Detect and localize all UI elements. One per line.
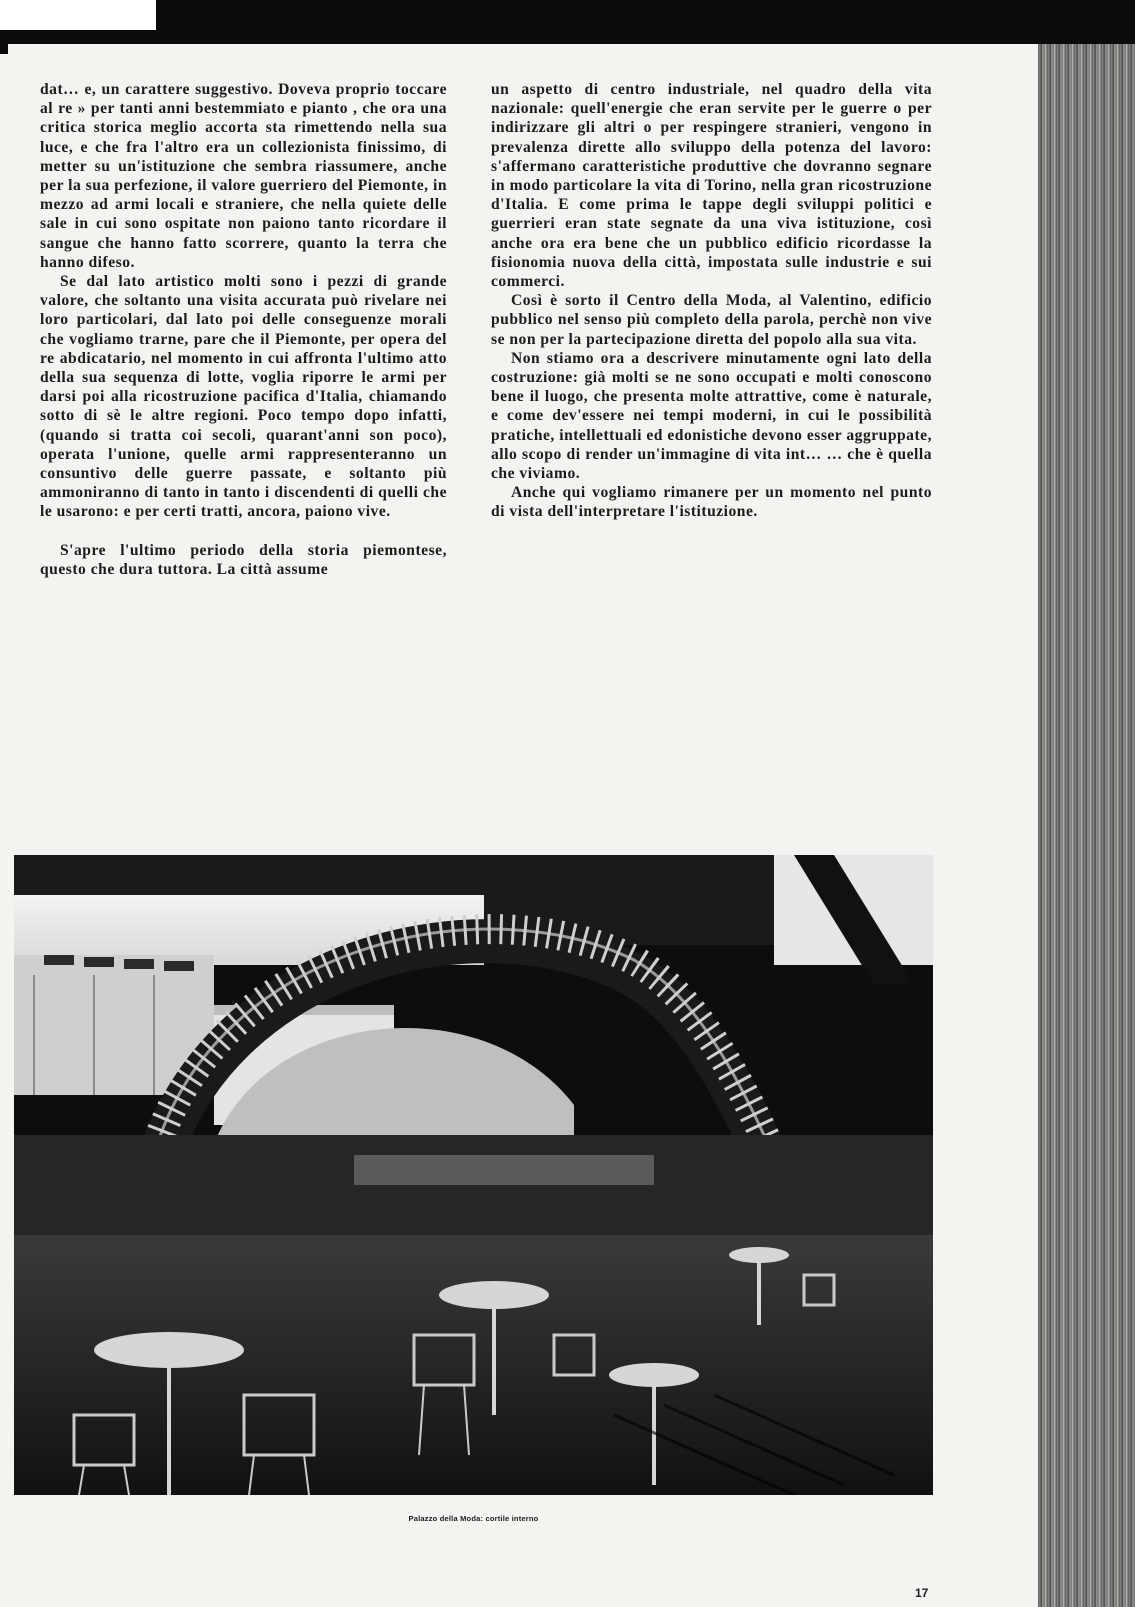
paragraph: Se dal lato artistico molti sono i pezzi di grande valore, che soltanto una visita accurata può rivelare nei loro particolari, dal lato poi delle conseguenze morali che vogliamo trarne, pare che il Piemonte, per opera del re abdicatario, nel momento in cui affronta l'ultimo atto della sua sequenza di lotte, voglia riporre le armi per darsi poi alla ricostruzione pacifica d'Italia, chiamando sotto di sè le altre regioni. Poco tempo dopo infatti, (quando si tratta coi secoli, quarant'anni son poco), operata l'unione, quelle armi rappresenteranno un consuntivo delle guerre passate, e soltanto più ammoniranno di tanto in tanto i discendenti di quelli che le usarono: e per certi tratti, ancora, paiono vive. [40,273,447,521]
paragraph: S'apre l'ultimo periodo della storia piemontese, questo che dura tuttora. La città assume [40,541,447,578]
book-page-edges [1038,44,1135,1607]
paragraph: Non stiamo ora a descrivere minutamente ogni lato della costruzione: già molti se ne sono occupati e molti conoscono bene il luogo, che presenta molte attrattive, come è naturale, e come dev'essere nei tempi moderni, in cui le possibilità pratiche, intellettuali ed edonistiche devono esser aggruppate, allo scopo di render un'immagine di vita int… … che è quella che viviamo. [491,349,932,483]
courtyard-photo [14,855,933,1495]
paragraph: Così è sorto il Centro della Moda, al Valentino, edificio pubblico nel senso più completo della parola, perchè non vive se non per la partecipazione diretta del popolo alla sua vita. [491,292,932,348]
paragraph: Anche qui vogliamo rimanere per un momento nel punto di vista dell'interpretare l'istituzione. [491,484,932,521]
paragraph: un aspetto di centro industriale, nel quadro della vita nazionale: quell'energie che eran servite per le guerre o per indirizzare gli altri o per respingere stranieri, vengono in prevalenza dirette allo sviluppo della potenza del lavoro: s'affermano caratteristiche produttive che dovranno segnare in modo particolare la vita di Torino, nella gran ricostruzione d'Italia. E come prima le tappe degli sviluppi politici e guerrieri eran state segnate da una viva istituzione, così anche ora era bene che un pubblico edificio ricordasse la fisionomia nuova della città, impostata sulle industrie e sui commerci. [491,81,932,291]
top-white-notch [0,0,156,30]
paragraph: dat… e, un carattere suggestivo. Doveva proprio toccare al re » per tanti anni bestemmiato e pianto , che ora una critica storica meglio accorta sta rimettendo nella sua luce, e che fra l'altro era un collezionista finissimo, di metter su un'istituzione che sembra riassumere, anche per la sua perfezione, il valore guerriero del Piemonte, in mezzo ad armi locali e straniere, che nella quiete delle sale in cui sono ospitate non paiono tanto ricordare il sangue che hanno fatto scorrere, quanto la terra che hanno difeso. [40,81,447,271]
text-column-left [40,80,447,579]
top-dark-band [0,0,1135,44]
text-column-right [491,80,932,522]
left-edge-shadow [0,30,8,54]
page-number: 17 [915,1586,929,1600]
photo-caption: Palazzo della Moda: cortile interno [408,1514,539,1523]
